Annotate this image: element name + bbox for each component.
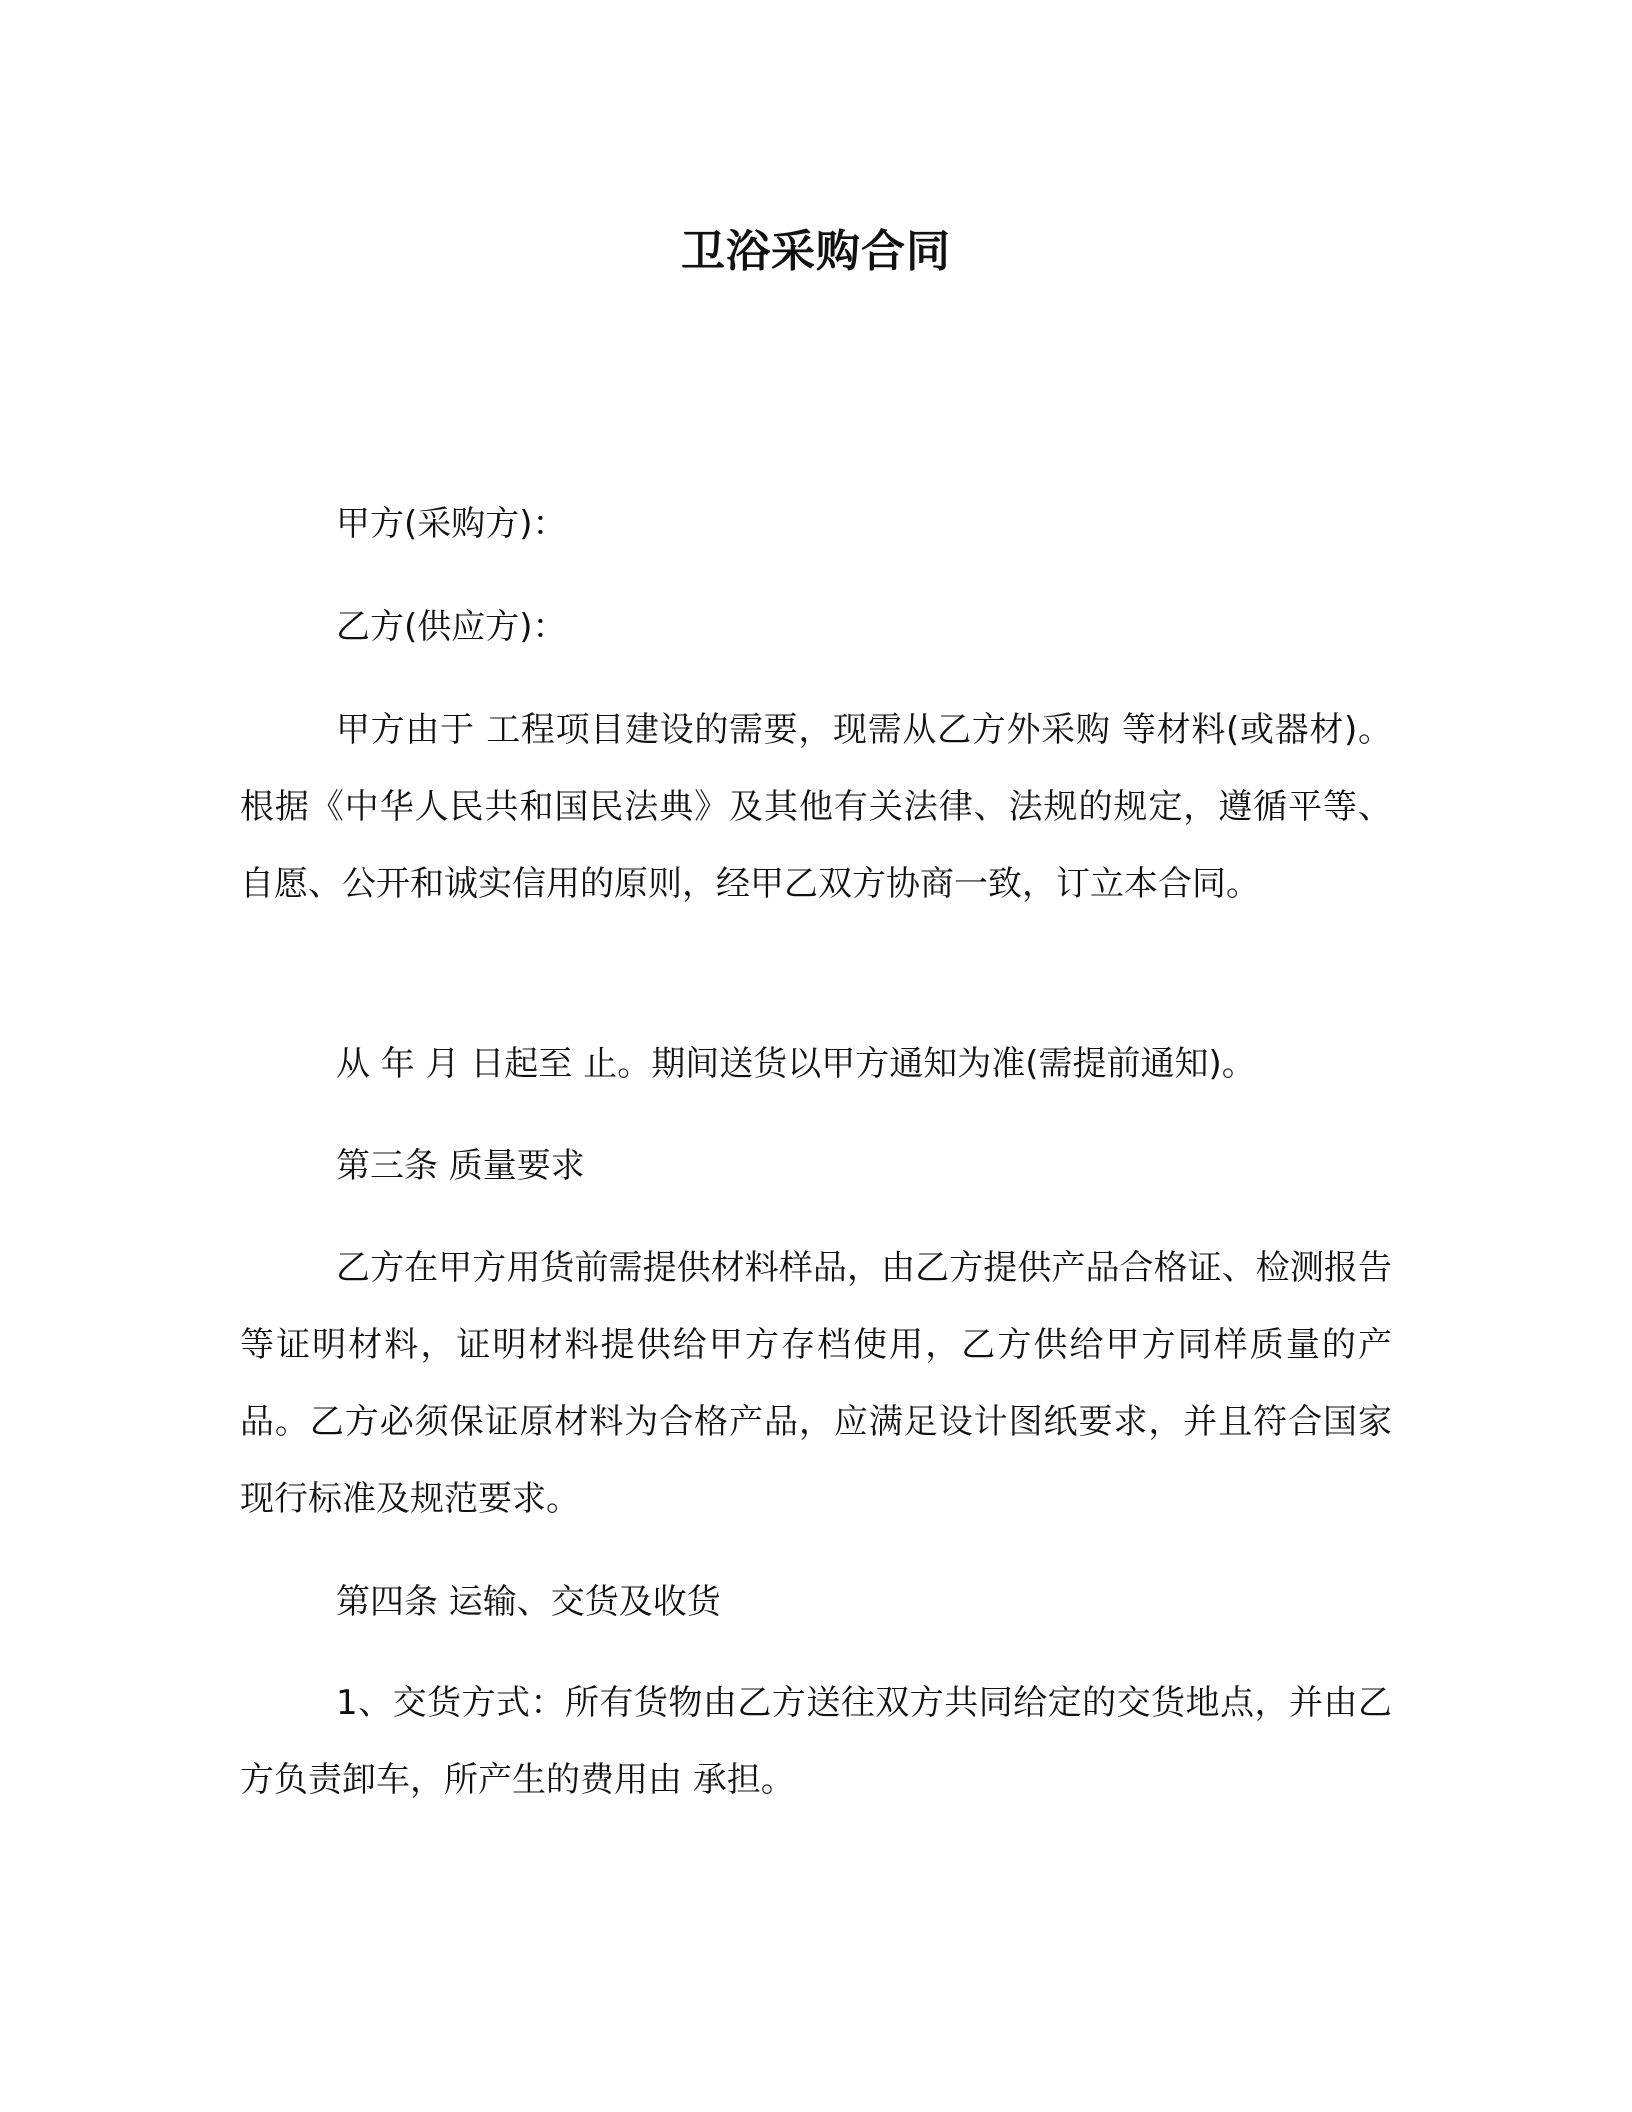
period-paragraph: 从 年 月 日起至 止。期间送货以甲方通知为准(需提前通知)。 — [336, 1044, 1256, 1084]
article-4-heading: 第四条 运输、交货及收货 — [336, 1582, 721, 1622]
intro-paragraph: 甲方由于 工程项目建设的需要，现需从乙方外采购 等材料(或器材)。根据《中华人民共和国民法典》及其他有关法律、法规的规定，遵循平等、自愿、公开和诚实信用的原则，经甲乙双方协商一致，订立本合同。 — [240, 710, 1392, 904]
article-3-heading: 第三条 质量要求 — [336, 1146, 585, 1186]
party-a-line: 甲方(采购方)： — [336, 504, 567, 544]
party-b-line: 乙方(供应方)： — [336, 607, 567, 647]
document-title: 卫浴采购合同 — [681, 226, 951, 277]
article-3-body: 乙方在甲方用货前需提供材料样品，由乙方提供产品合格证、检测报告等证明材料，证明材料提供给甲方存档使用，乙方供给甲方同样质量的产品。乙方必须保证原材料为合格产品，应满足设计图纸要求，并且符合国家现行标准及规范要求。 — [240, 1248, 1392, 1519]
article-4-item-1: 1、交货方式：所有货物由乙方送往双方共同给定的交货地点，并由乙方负责卸车，所产生的费用由 承担。 — [240, 1683, 1392, 1800]
